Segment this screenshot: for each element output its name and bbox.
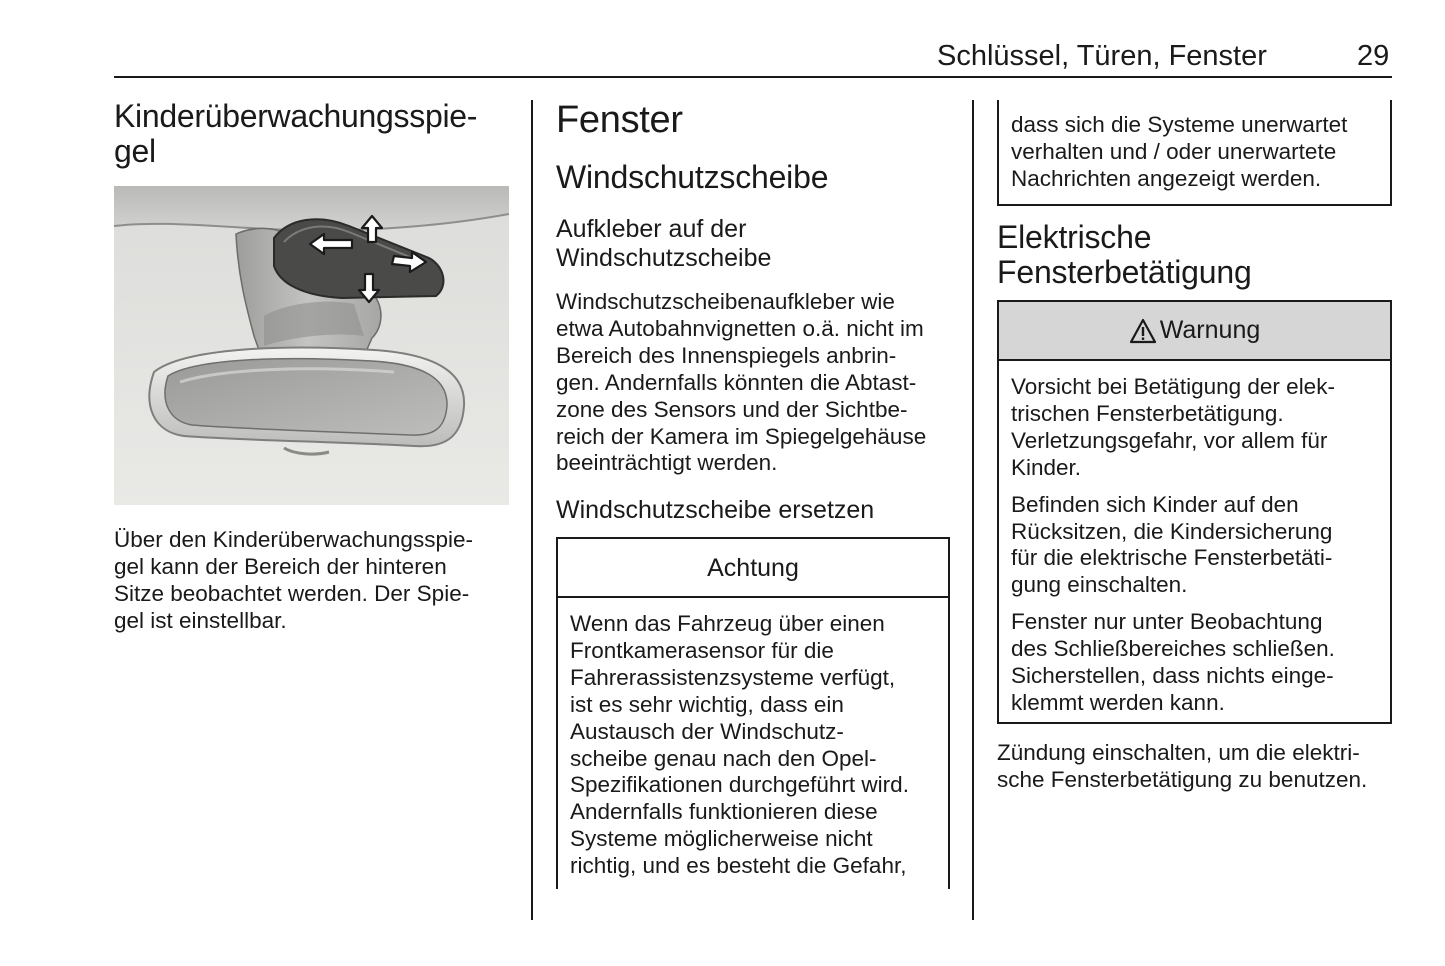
closing-paragraph [997,740,1397,794]
column-divider-left [531,100,533,920]
text-line: Vorsicht bei Betätigung der elek- [1011,374,1335,399]
chapter-heading-fenster: Fenster [556,99,683,141]
text-line: Bereich des Innenspiegels anbrin- [556,342,897,368]
text-line: beeinträchtigt werden. [556,450,778,476]
text-line: Kinder. [1011,454,1082,480]
text-line: Windschutzscheibenaufkleber wie [556,289,895,314]
text-line: Sitze beobachtet werden. Der Spie- [114,580,470,606]
text-line: Fenster nur unter Beobachtung [1011,609,1323,635]
text-line: Austausch der Windschutz- [570,718,844,744]
warning-paragraph [1011,492,1378,600]
heading-windschutzscheibe: Windschutzscheibe [556,159,829,195]
mirror-paragraph [114,527,514,635]
text-line: Sicherstellen, dass nichts einge- [1011,663,1334,689]
text-line: Rücksitzen, die Kindersicherung [1011,518,1333,544]
text-line: Zündung einschalten, um die elektri- [997,740,1360,765]
text-line: Fahrerassistenzsysteme verfügt, [570,664,896,690]
text-line: zone des Sensors und der Sichtbe- [556,396,908,422]
heading-line: Aufkleber auf der [556,215,747,243]
text-line: Systeme möglicherweise nicht [570,826,873,852]
caution-continued-text [999,100,1390,193]
heading-line: gel [114,133,156,169]
text-line: für die elektrische Fensterbetäti- [1011,545,1333,571]
heading-fensterbetaetigung [997,220,1252,290]
warning-text [999,361,1390,717]
mirror-illustration [114,186,509,505]
subheading-ersetzen: Windschutzscheibe ersetzen [556,496,875,524]
text-line: sche Fensterbetätigung zu benutzen. [997,766,1368,792]
warning-header [999,302,1390,361]
caution-text [558,598,948,880]
text-line: etwa Autobahnvignetten o.ä. nicht im [556,315,924,341]
heading-line: Kinderüberwachungsspie- [114,98,478,134]
warning-title: Warnung [1159,316,1261,344]
text-line: Wenn das Fahrzeug über einen [570,611,885,636]
subheading-aufkleber [556,215,771,273]
text-line: klemmt werden kann. [1011,689,1225,715]
heading-line: Elektrische [997,219,1152,255]
warning-paragraph [1011,374,1378,482]
text-line: gen. Andernfalls könnten die Abtast- [556,369,917,395]
text-line: gel kann der Bereich der hinteren [114,553,447,579]
column-divider-right [972,100,974,920]
text-line: Frontkamerasensor für die [570,637,834,663]
caution-box [556,537,950,889]
warning-box [997,300,1392,724]
warning-triangle-icon [1129,318,1157,344]
section-heading-mirror [114,99,477,169]
text-line: gel ist einstellbar. [114,607,287,633]
text-line: verhalten und / oder unerwartete [1011,138,1337,164]
text-line: Andernfalls funktionieren diese [570,799,878,825]
text-line: Befinden sich Kinder auf den [1011,491,1299,517]
page-number: 29 [1357,40,1390,72]
text-line: dass sich die Systeme unerwartet [1011,112,1348,137]
heading-line: Windschutzscheibe [556,244,772,272]
text-line: Über den Kinderüberwachungsspie- [114,527,473,552]
header-rule [114,76,1392,78]
text-line: richtig, und es besteht die Gefahr, [570,853,907,879]
text-line: ist es sehr wichtig, dass ein [570,691,844,717]
text-line: scheibe genau nach den Opel- [570,745,877,771]
caution-title: Achtung [558,539,948,598]
caution-box-continued [997,100,1392,206]
text-line: trischen Fensterbetätigung. [1011,400,1284,426]
heading-line: Fensterbetätigung [997,254,1252,290]
text-line: des Schließbereiches schließen. [1011,636,1335,662]
text-line: Nachrichten angezeigt werden. [1011,165,1322,191]
text-line: gung einschalten. [1011,572,1188,598]
section-title: Schlüssel, Türen, Fenster [937,40,1267,72]
text-line: reich der Kamera im Spiegelgehäuse [556,423,927,449]
warning-paragraph [1011,609,1378,717]
text-line: Spezifikationen durchgeführt wird. [570,772,909,798]
rear-view-mirror-illustration [114,186,509,505]
text-line: Verletzungsgefahr, vor allem für [1011,427,1328,453]
aufkleber-paragraph [556,289,956,477]
